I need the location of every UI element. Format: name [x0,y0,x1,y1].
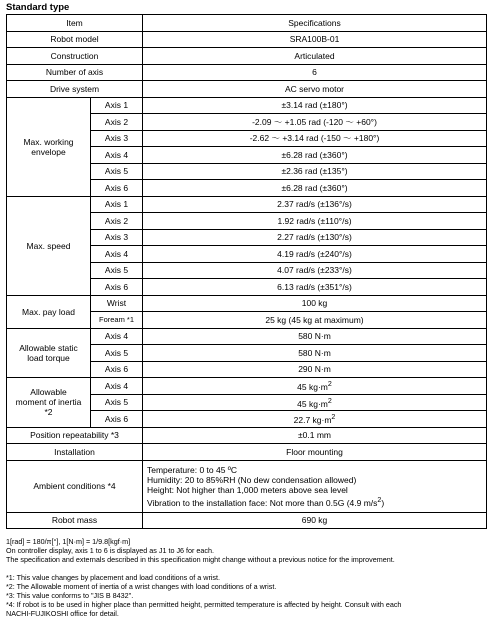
axis-label: Axis 3 [91,229,143,246]
axis-value: ±2.36 rad (±135°) [143,163,487,180]
axis-value: 290 N·m [143,361,487,378]
row-value: ±0.1 mm [143,427,487,444]
group-label-payload: Max. pay load [7,295,91,328]
group-label-envelope: Max. working envelope [7,97,91,196]
ambient-line: Temperature: 0 to 45 ºC [147,464,238,475]
footnote: *3: This value conforms to "JIS B 8432". [6,591,134,601]
row-label: Drive system [7,81,143,98]
axis-label: Axis 6 [91,411,143,428]
axis-label: Axis 5 [91,262,143,279]
table-row [7,512,487,529]
axis-value: ±6.28 rad (±360°) [143,180,487,197]
axis-value [143,411,487,428]
axis-label: Axis 4 [91,246,143,263]
row-value: SRA100B-01 [143,31,487,48]
axis-label: Axis 5 [91,345,143,362]
axis-value: 4.07 rad/s (±233°/s) [143,262,487,279]
table-row [7,444,487,461]
axis-value: 25 kg (45 kg at maximum) [143,312,487,329]
group-label-torque: Allowable static load torque [7,328,91,378]
header-item: Item [7,15,143,32]
table-heading: Standard type [6,2,70,13]
notes-section [6,537,492,619]
axis-value: 580 N·m [143,328,487,345]
row-value: 690 kg [143,512,487,529]
footnote: *2: The Allowable moment of inertia of a wrist changes with load conditions of a wrist. [6,581,277,591]
axis-label: Axis 2 [91,114,143,131]
table-row [7,378,487,395]
table-row [7,328,487,345]
axis-label: Axis 3 [91,130,143,147]
axis-value: 6.13 rad/s (±351°/s) [143,279,487,296]
axis-value: ±6.28 rad (±360°) [143,147,487,164]
axis-value: -2.09 ～ +1.05 rad (-120 ～ +60°) [143,114,487,131]
row-label: Position repeatability *3 [7,427,143,444]
table-row [7,295,487,312]
header-row [7,15,487,32]
row-label: Installation [7,444,143,461]
row-label: Robot mass [7,512,143,529]
ambient-line: Height: Not higher than 1,000 meters above sea level [147,484,348,495]
row-label: Ambient conditions *4 [7,460,143,512]
vibration-close: ) [381,497,385,508]
axis-value: 4.19 rad/s (±240°/s) [143,246,487,263]
inertia-label-line: moment of inertia [15,397,82,408]
table-row [7,64,487,81]
row-label: Robot model [7,31,143,48]
axis-label: Axis 5 [91,163,143,180]
table-row [7,460,487,512]
axis-label: Axis 1 [91,97,143,114]
specifications-table [6,14,487,529]
axis-value [143,394,487,411]
axis-value: 2.37 rad/s (±136°/s) [143,196,487,213]
table-row [7,31,487,48]
axis-label: Foream *1 [91,312,143,329]
axis-label: Axis 2 [91,213,143,230]
note-line: The specification and externals described in this specification might change without a previous notice for the improvement. [6,555,395,565]
axis-label: Axis 6 [91,279,143,296]
axis-label: Axis 4 [91,147,143,164]
table-row [7,81,487,98]
row-value: 6 [143,64,487,81]
unit-superscript: 2 [327,396,332,405]
axis-label: Axis 1 [91,196,143,213]
row-value: AC servo motor [143,81,487,98]
unit-superscript: 2 [331,413,336,422]
note-line: On controller display, axis 1 to 6 is displayed as J1 to J6 for each. [6,546,215,556]
vibration-text: Vibration to the installation face: Not more than 0.5G (4.9 m/s [147,497,378,508]
inertia-value: 45 kg·m [297,382,328,393]
inertia-label-line: Allowable [30,387,67,398]
unit-superscript: 2 [377,495,382,504]
table-row [7,48,487,65]
inertia-label-line: *2 [44,407,53,418]
row-value: Floor mounting [143,444,487,461]
table-row [7,196,487,213]
axis-value [143,378,487,395]
footnote: NACHI-FUJIKOSHI office for detail. [6,609,119,619]
group-label-inertia [7,378,91,428]
unit-superscript: 2 [327,380,332,389]
axis-value: 1.92 rad/s (±110°/s) [143,213,487,230]
table-row [7,97,487,114]
axis-value: 100 kg [143,295,487,312]
inertia-value: 45 kg·m [297,398,328,409]
group-label-speed: Max. speed [7,196,91,295]
inertia-value: 22.7 kg·m [293,415,332,426]
axis-label: Axis 4 [91,378,143,395]
header-spec: Specifications [143,15,487,32]
row-value: Articulated [143,48,487,65]
footnote: *1: This value changes by placement and load conditions of a wrist. [6,572,221,582]
ambient-conditions-value [143,460,487,512]
note-line: 1[rad] = 180/π[°], 1[N·m] = 1/9.8[kgf·m] [6,537,131,546]
axis-label: Axis 6 [91,180,143,197]
table-row [7,427,487,444]
row-label: Number of axis [7,64,143,81]
axis-label: Axis 6 [91,361,143,378]
axis-label: Axis 4 [91,328,143,345]
axis-label: Axis 5 [91,394,143,411]
ambient-line: Humidity: 20 to 85%RH (No dew condensation allowed) [147,474,357,485]
axis-value: 2.27 rad/s (±130°/s) [143,229,487,246]
footnote: *4: If robot is to be used in higher place than permitted height, permitted temperature is affected by height. Consult with each [6,600,402,610]
axis-value: 580 N·m [143,345,487,362]
row-label: Construction [7,48,143,65]
ambient-line [147,495,484,508]
axis-value: ±3.14 rad (±180°) [143,97,487,114]
axis-value: -2.62 ～ +3.14 rad (-150 ～ +180°) [143,130,487,147]
axis-label: Wrist [91,295,143,312]
